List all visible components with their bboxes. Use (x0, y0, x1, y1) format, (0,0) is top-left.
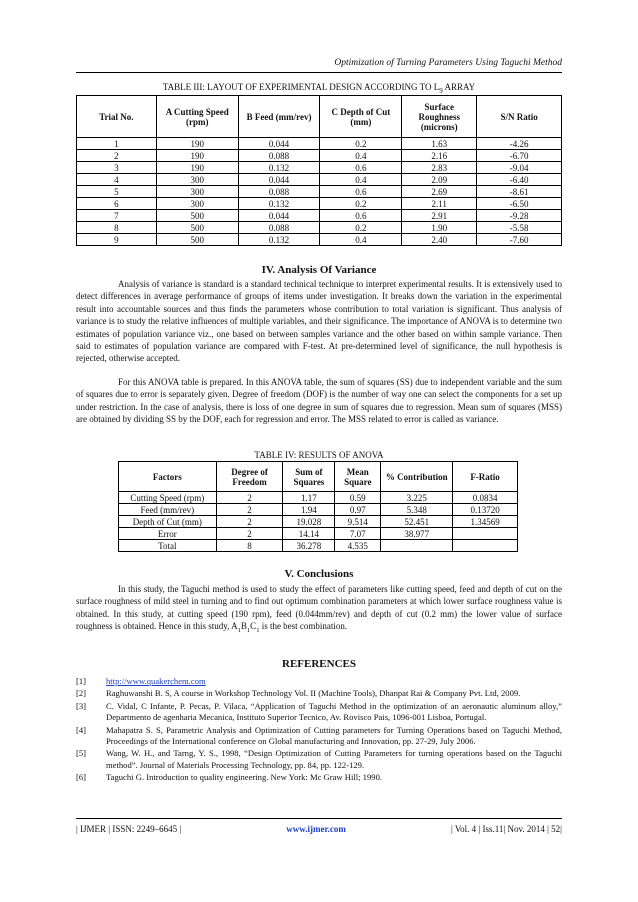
table3-cell: 0.044 (238, 174, 320, 186)
footer-website-link[interactable]: www.ijmer.com (286, 824, 346, 834)
table3-cell: 0.4 (320, 150, 402, 162)
table3-cell: 0.132 (238, 198, 320, 210)
reference-text: Mahapatra S. S, Parametric Analysis and Optimization of Cutting parameters for Turning Operations based on Taguchi Method, Proceedings of the International conference on Global manufacturing and Innovation, pp. 27-29, July 2006. (106, 724, 562, 747)
table3-cell: 300 (156, 198, 238, 210)
table3-header: B Feed (mm/rev) (238, 96, 320, 138)
footer-journal-info: | IJMER | ISSN: 2249–6645 | (76, 824, 182, 834)
reference-number: [2] (76, 688, 87, 699)
table3-row (77, 186, 562, 198)
table4-cell: 36.278 (283, 540, 335, 552)
table3-cell: 500 (156, 222, 238, 234)
table3-header: A Cutting Speed (rpm) (156, 96, 238, 138)
table4-cell: 2 (216, 516, 283, 528)
table3-caption-tail: ARRAY (442, 82, 476, 92)
table3-cell: 2.83 (402, 162, 477, 174)
table4-row (119, 504, 518, 516)
table4-cell: 1.17 (283, 492, 335, 504)
table4-cell: 5.348 (381, 504, 453, 516)
table3-row (77, 162, 562, 174)
table3-cell: 500 (156, 210, 238, 222)
table3-cell: 0.6 (320, 210, 402, 222)
table4-header: Degree of Freedom (216, 462, 283, 492)
table4-cell: 38.977 (381, 528, 453, 540)
section5-paragraph (76, 583, 562, 637)
table3-cell: 0.044 (238, 210, 320, 222)
table3-cell: 2.11 (402, 198, 477, 210)
table3-cell: 2.91 (402, 210, 477, 222)
table3-cell: -6.40 (477, 174, 562, 186)
table3-row (77, 150, 562, 162)
table3-cell: 2.40 (402, 234, 477, 246)
table3-cell: 6 (77, 198, 157, 210)
table4-row (119, 516, 518, 528)
table3-cell: 0.6 (320, 162, 402, 174)
table3-cell: 0.088 (238, 186, 320, 198)
section4-paragraph-1-text: Analysis of variance is standard is a standard technical technique to interpret experimental results. It is extensively used to detect differences in average performance of groups of items under investigation. It breaks down the variation in the experimental result into accountable sources and thus finds the parameters whose contribution to total variation is significant. Thus analysis of variance is to study the relative influences of multiple variables, and their significance. The importance of ANOVA is to determine two estimates of population variance viz., one based on between samples variance and the other based on within sample variance. Then said to estimates of population variance are compared with F-test. At pre-determined level of significance, the null hypothesis is rejected, otherwise accepted. (76, 279, 562, 364)
table3 (76, 95, 562, 246)
table3-cell: -6.50 (477, 198, 562, 210)
combination-letter-b: B (240, 621, 247, 632)
table3-cell: 3 (77, 162, 157, 174)
table3-cell: 1.90 (402, 222, 477, 234)
table3-cell: 0.2 (320, 222, 402, 234)
table3-cell: 300 (156, 186, 238, 198)
reference-number: [1] (76, 676, 87, 686)
table4-header: Sum of Squares (283, 462, 335, 492)
footer-issue-info: | Vol. 4 | Iss.11| Nov. 2014 | 52| (450, 824, 562, 834)
table3-cell: 0.4 (320, 234, 402, 246)
table3-cell: 500 (156, 234, 238, 246)
table3-cell: 0.6 (320, 186, 402, 198)
reference-text: Wang, W. H., and Tarng, Y. S., 1998, “Design Optimization of Cutting Parameters for turning operations based on the Taguchi method”. Journal of Materials Processing Technology, pp. 84, pp. 122-129. (106, 748, 562, 770)
reference-number: [3] (76, 700, 87, 711)
table3-cell: 0.088 (238, 222, 320, 234)
table4-caption: TABLE IV: RESULTS OF ANOVA (254, 450, 384, 460)
table3-row (77, 198, 562, 210)
table4-cell: Error (119, 528, 217, 540)
combination-subscript-a: 1 (237, 627, 241, 635)
reference-item (76, 676, 562, 687)
table4-cell (381, 540, 453, 552)
combination-subscript-b: 1 (246, 627, 251, 635)
table3-header: S/N Ratio (477, 96, 562, 138)
table4-cell: 7.07 (335, 528, 381, 540)
table4-cell: 1.94 (283, 504, 335, 516)
table3-header: C Depth of Cut (mm) (320, 96, 402, 138)
section4-paragraph-2-text: For this ANOVA table is prepared. In this ANOVA table, the sum of squares (SS) due to independent variable and the sum of squares due to error is separately given. Degree of freedom (DOF) is the number of way one can select the components for a set up under restriction. In the case of analysis, there is loss of one degree in sum of squares due to regression. Mean sum of squares (MSS) are obtained by dividing SS by the DOF, each for regression and error. The MSS related to error is called as variance. (76, 377, 562, 425)
table4-cell: 19.028 (283, 516, 335, 528)
section5-paragraph-tail: is the best combination. (259, 621, 348, 632)
table3-cell: 0.4 (320, 174, 402, 186)
table3-cell: -8.61 (477, 186, 562, 198)
reference-number: [4] (76, 724, 87, 735)
table4-cell: Depth of Cut (mm) (119, 516, 217, 528)
table4-cell: 3.225 (381, 492, 453, 504)
table3-cell: 0.132 (238, 162, 320, 174)
section5-paragraph-text: In this study, the Taguchi method is used to study the effect of parameters like cutting speed, feed and depth of cut on the surface roughness of mild steel in turning and to find out optimum combination parameters at which lower surface roughness value is obtained. In this study, at cutting speed (190 rpm), feed (0.044mm/rev) and depth of cut (0.2 mm) the lower value of surface roughness is obtained. Hence in this study, A (76, 584, 562, 632)
table3-header: Trial No. (77, 96, 157, 138)
reference-item (76, 688, 562, 699)
table4-header: F-Ratio (453, 462, 518, 492)
table4-header: Factors (119, 462, 217, 492)
table4-header-row (119, 462, 518, 492)
table3-cell: 7 (77, 210, 157, 222)
footer-rule (76, 818, 562, 819)
table4-cell: 2 (216, 504, 283, 516)
table3-cell: 0.132 (238, 234, 320, 246)
table4-row (119, 528, 518, 540)
table3-header: Surface Roughness (microns) (402, 96, 477, 138)
reference-text: Taguchi G. Introduction to quality engineering. New York: Mc Graw Hill; 1990. (106, 772, 383, 783)
page-footer (76, 824, 562, 834)
references-list (76, 676, 562, 785)
table4-cell: Cutting Speed (rpm) (119, 492, 217, 504)
section5-title: V. Conclusions (284, 568, 354, 580)
table3-cell: 0.044 (238, 138, 320, 150)
table3-cell: 2.09 (402, 174, 477, 186)
table3-cell: 300 (156, 174, 238, 186)
table4-cell: Total (119, 540, 217, 552)
table3-caption-subscript: 9 (439, 86, 443, 95)
table3-cell: 0.2 (320, 198, 402, 210)
table4-cell: 0.97 (335, 504, 381, 516)
table4-cell: 4.535 (335, 540, 381, 552)
table3-row (77, 210, 562, 222)
table3-cell: -9.04 (477, 162, 562, 174)
reference-number: [5] (76, 748, 87, 759)
table4-cell: 0.0834 (453, 492, 518, 504)
table3-cell: 2.16 (402, 150, 477, 162)
section4-paragraph-1 (76, 278, 562, 365)
reference-item (76, 748, 562, 771)
table4-body (119, 492, 518, 552)
table4-cell (453, 540, 518, 552)
table3-cell: 0.088 (238, 150, 320, 162)
table3-cell: 190 (156, 162, 238, 174)
table4-cell: 0.13720 (453, 504, 518, 516)
table3-cell: 0.2 (320, 138, 402, 150)
header-rule (76, 72, 562, 73)
table4-row (119, 540, 518, 552)
section4-title: IV. Analysis Of Variance (261, 264, 377, 276)
table3-cell: 2.69 (402, 186, 477, 198)
table3-cell: 2 (77, 150, 157, 162)
reference-item (76, 772, 562, 783)
table4-cell: 14.14 (283, 528, 335, 540)
table3-cell: -4.26 (477, 138, 562, 150)
table3-row (77, 222, 562, 234)
table3-cell: 9 (77, 234, 157, 246)
table4-cell (453, 528, 518, 540)
table3-body (77, 138, 562, 246)
table3-cell: 5 (77, 186, 157, 198)
table3-caption-text: TABLE III: LAYOUT OF EXPERIMENTAL DESIGN ACCORDING TO L (162, 82, 440, 92)
combination-subscript-c: 1 (256, 627, 260, 635)
references-title: REFERENCES (282, 658, 356, 670)
table3-cell: 190 (156, 150, 238, 162)
reference-number: [6] (76, 772, 87, 783)
table3-cell: -7.60 (477, 234, 562, 246)
table3-cell: -6.70 (477, 150, 562, 162)
table4-cell: 52.451 (381, 516, 453, 528)
table3-cell: -5.58 (477, 222, 562, 234)
reference-link[interactable]: http://www.quakerchem.com (106, 676, 206, 686)
table4-row (119, 492, 518, 504)
table3-cell: 4 (77, 174, 157, 186)
table3-cell: 190 (156, 138, 238, 150)
table3-cell: 1.63 (402, 138, 477, 150)
reference-item (76, 725, 562, 748)
table4-cell: 2 (216, 492, 283, 504)
table4-cell: 8 (216, 540, 283, 552)
table3-caption (76, 82, 562, 95)
running-head: Optimization of Turning Parameters Using Taguchi Method (334, 58, 562, 68)
reference-item (76, 701, 562, 724)
combination-letter-c: C (250, 621, 257, 632)
reference-text: Raghuwanshi B. S, A course in Workshop Technology Vol. II (Machine Tools), Dhanpat Rai & Company Pvt. Ltd, 2009. (106, 688, 521, 699)
table3-cell: -9.28 (477, 210, 562, 222)
table3-row (77, 138, 562, 150)
table4-cell: Feed (mm/rev) (119, 504, 217, 516)
table4-header: % Contribution (381, 462, 453, 492)
reference-text: C. Vidal, C Infante, P. Pecas, P. Vilaca, “Application of Taguchi Method in the optimization of an aeronautic aluminum alloy,” Departmento de agenharia Mecanica, Instituto Superior Tecnico, Av. Rovisco Pais, 1096-001 Lisboa, Portugal. (106, 700, 562, 723)
table4-cell: 1.34569 (453, 516, 518, 528)
table4-header: Mean Square (335, 462, 381, 492)
table4-cell: 9.514 (335, 516, 381, 528)
table3-header-row (77, 96, 562, 138)
table4-cell: 0.59 (335, 492, 381, 504)
table4 (118, 461, 518, 552)
section4-paragraph-2 (76, 376, 562, 426)
table3-cell: 8 (77, 222, 157, 234)
table3-cell: 1 (77, 138, 157, 150)
table4-cell: 2 (216, 528, 283, 540)
table3-row (77, 174, 562, 186)
table3-row (77, 234, 562, 246)
